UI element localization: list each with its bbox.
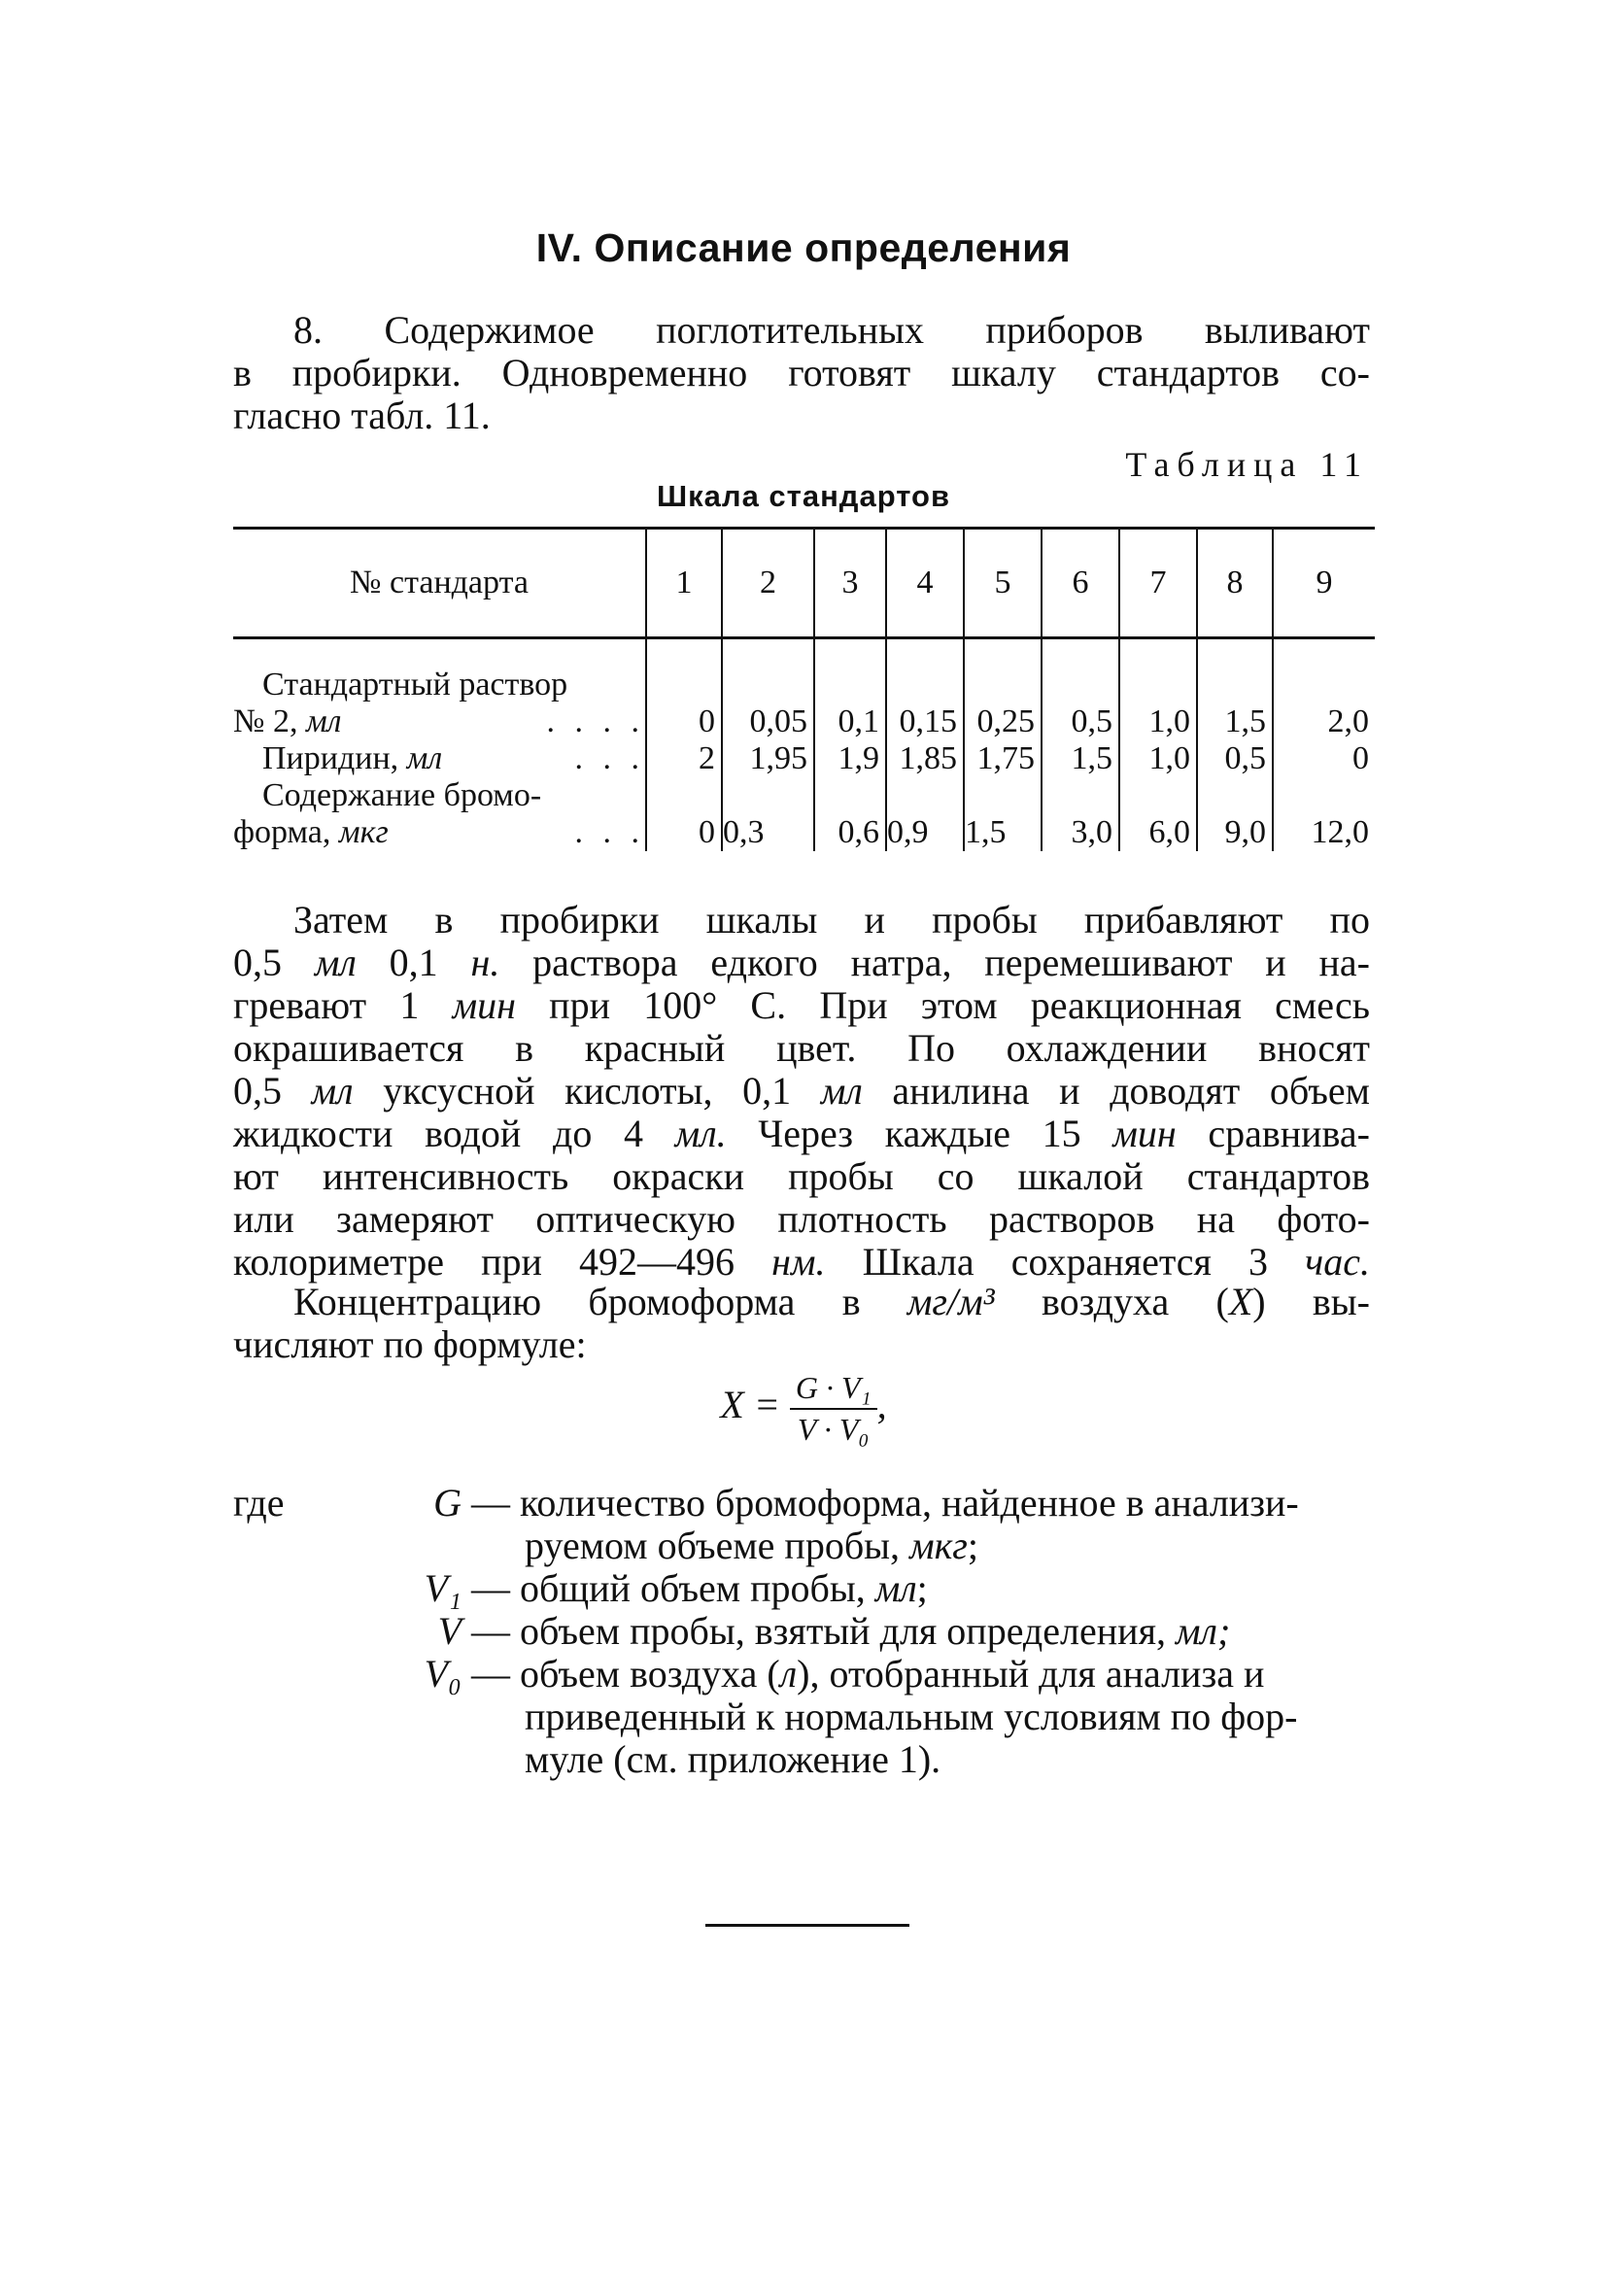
table-cell: 0,15 [886,703,964,740]
table-cell: 0,5 [1042,703,1119,740]
table-row [233,667,1375,703]
legend-row [233,1525,1375,1567]
legend-text: — общий объем пробы, мл; [471,1566,928,1610]
legend-term: V [437,1609,462,1653]
procedure-line-2: 0,5 мл 0,1 н. раствора едкого натра, перемешивают и на- [233,941,1371,984]
table-cell: 1,0 [1119,703,1197,740]
table-cell: 6,0 [1119,814,1197,851]
table-row [233,703,1375,740]
legend-row [233,1567,1375,1610]
header-col-5: 5 [964,529,1042,638]
legend-list [233,1482,1375,1781]
table-caption: Шкала стандартов [656,479,951,513]
legend-lead: где [233,1481,285,1525]
table-row [233,814,1375,851]
formula-tail: , [876,1383,887,1427]
table-cell: 0 [646,814,722,851]
header-col-3: 3 [814,529,886,638]
header-col-8: 8 [1197,529,1273,638]
table-row [233,740,1375,777]
table-header-row [233,529,1375,638]
table-cell: 0 [646,703,722,740]
legend-row [233,1482,1375,1525]
table-cell: 0 [1273,740,1375,777]
paragraph-procedure [233,899,1370,1284]
legend-row [233,1738,1375,1781]
formula-numerator: G · V₁ [790,1370,877,1410]
table-cell: 1,0 [1119,740,1197,777]
table-cell: 1,5 [964,814,1042,851]
table-cell: 1,85 [886,740,964,777]
legend-term: G [433,1481,462,1525]
header-col-4: 4 [886,529,964,638]
intro-line-1: 8. Содержимое поглотительных приборов выливают [293,308,1370,352]
table-cell: 2 [646,740,722,777]
legend-text: муле (см. приложение 1). [525,1737,941,1781]
calculation-line-2: числяют по формуле: [233,1322,587,1366]
intro-line-3: гласно табл. 11. [233,394,491,437]
legend-text: — объем воздуха (л), отобранный для анализа и [471,1652,1265,1696]
formula [0,1370,1607,1448]
table-number-label: Таблица 11 [1125,445,1369,484]
procedure-line-4: окрашивается в красный цвет. По охлаждении вносят [233,1026,1370,1070]
formula-denominator: V · V₀ [797,1412,870,1447]
legend-text: руемом объеме пробы, мкг; [525,1524,979,1567]
header-col-1: 1 [646,529,722,638]
procedure-line-6: жидкости водой до 4 мл. Через каждые 15 мин сравнива- [233,1112,1370,1155]
formula-lhs: X = [720,1383,780,1427]
intro-line-2: в пробирки. Одновременно готовят шкалу стандартов со- [233,351,1370,394]
paragraph-intro [233,309,1370,437]
legend-term: V₀ [424,1652,462,1696]
table-cell: 1,95 [722,740,814,777]
procedure-line-1: Затем в пробирки шкалы и пробы прибавляют по [293,898,1370,942]
end-rule [705,1924,909,1927]
table-cell: 1,75 [964,740,1042,777]
procedure-line-9: колориметре при 492—496 нм. Шкала сохраняется 3 час. [233,1240,1371,1284]
procedure-line-5: 0,5 мл уксусной кислоты, 0,1 мл анилина и доводят объем [233,1069,1370,1113]
table-cell: 2,0 [1273,703,1375,740]
calculation-line-1: Концентрацию бромоформа в мг/м³ воздуха (X) вы- [293,1280,1371,1323]
table-cell: 0,9 [886,814,964,851]
legend-row [233,1653,1375,1696]
table-cell: 1,5 [1042,740,1119,777]
header-col-7: 7 [1119,529,1197,638]
legend-text: — количество бромоформа, найденное в анализи- [471,1481,1299,1525]
table-cell: 0,6 [814,814,886,851]
row-label-standard-solution: Стандартный раствор [262,667,568,703]
formula-fraction [790,1370,877,1448]
row-label-standard-solution-2: № 2, мл . . . . [233,703,645,739]
procedure-line-3: гревают 1 мин при 100° С. При этом реакционная смесь [233,983,1370,1027]
legend-row [233,1696,1375,1738]
header-standard-number: № стандарта [233,529,646,638]
table-cell: 1,5 [1197,703,1273,740]
header-col-2: 2 [722,529,814,638]
table-cell: 1,9 [814,740,886,777]
section-title: IV. Описание определения [535,225,1072,270]
standards-table [233,527,1375,851]
legend-text: — объем пробы, взятый для определения, мл; [471,1609,1231,1653]
table-cell: 0,5 [1197,740,1273,777]
procedure-line-8: или замеряют оптическую плотность растворов на фото- [233,1197,1370,1241]
header-col-9: 9 [1273,529,1375,638]
legend-term: V₁ [424,1566,462,1610]
table-cell: 9,0 [1197,814,1273,851]
procedure-line-7: ют интенсивность окраски пробы со шкалой стандартов [233,1154,1370,1198]
row-label-content: Содержание бромо- [262,777,542,813]
table-cell: 3,0 [1042,814,1119,851]
header-col-6: 6 [1042,529,1119,638]
table-cell: 0,3 [722,814,814,851]
paragraph-calculation [233,1281,1370,1366]
table-cell: 0,25 [964,703,1042,740]
row-label-content-2: форма, мкг . . . [233,814,645,850]
row-label-pyridine: Пиридин, мл . . . [262,740,645,776]
table-cell: 0,1 [814,703,886,740]
table-row [233,777,1375,814]
table-cell: 12,0 [1273,814,1375,851]
table-cell: 0,05 [722,703,814,740]
legend-text: приведенный к нормальным условиям по фор- [525,1695,1298,1738]
legend-row [233,1610,1375,1653]
